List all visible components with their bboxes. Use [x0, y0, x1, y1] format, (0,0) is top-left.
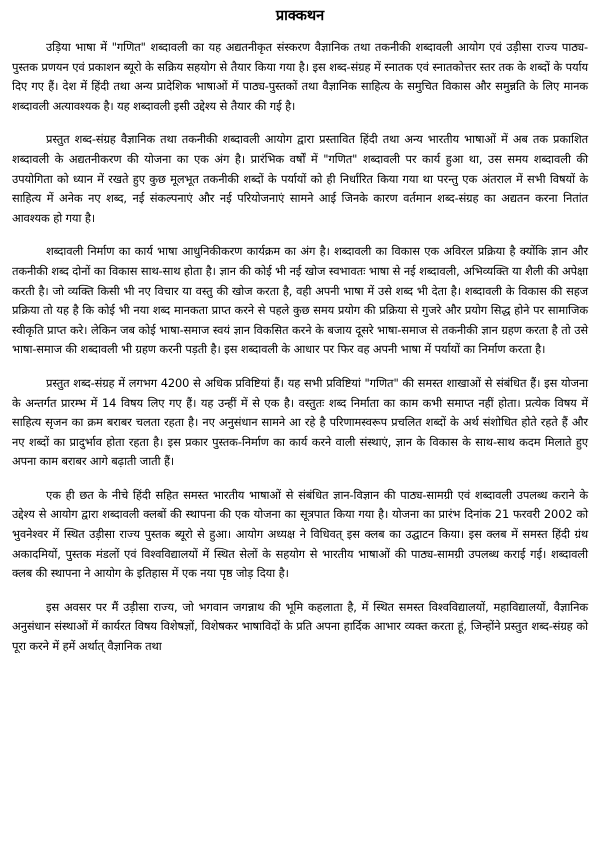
paragraph-6: इस अवसर पर मैं उड़ीसा राज्य, जो भगवान जगन्नाथ की भूमि कहलाता है, में स्थित समस्त विश्वविद्यालयों, महाविद्यालयों, वैज्ञानिक अनुसंधान संस्थाओं में कार्यरत विषय विशेषज्ञों, विशेषकर भाषाविदों के प्रति अपना हार्दिक आभार व्यक्त करता हूं, जिन्होंने प्रस्तुत शब्द-संग्रह को पूरा करने में हमें अर्थात् वैज्ञानिक तथा [12, 599, 588, 654]
paragraph-4: प्रस्तुत शब्द-संग्रह में लगभग 4200 से अधिक प्रविष्टियां हैं। यह सभी प्रविष्टियां "गणित" की समस्त शाखाओं से संबंधित हैं। इस योजना के अन्तर्गत प्रारम्भ में 14 विषय लिए गए हैं। यह उन्हीं में से एक है। वस्तुतः शब्द निर्माता का काम कभी समाप्त नहीं होता। प्रत्येक विषय में साहित्य सृजन का क्रम बराबर चलता रहता है। नए अनुसंधान सामने आ रहे है परिणामस्वरूप प्रचलित शब्दों के अर्थ संशोधित होते रहते हैं और नए शब्दों का प्रादुर्भाव होता रहता है। इस प्रकार पुस्तक-निर्माण का कार्य करने वाली संस्थाएं, ज्ञान के विकास के साथ-साथ कदम मिलाते हुए अपना काम बराबर आगे बढ़ाती जाती हैं। [12, 375, 588, 469]
paragraph-5: एक ही छत के नीचे हिंदी सहित समस्त भारतीय भाषाओं से संबंधित ज्ञान-विज्ञान की पाठ्य-सामग्री एवं शब्दावली उपलब्ध कराने के उद्देश्य से आयोग द्वारा शब्दावली क्लबों की स्थापना की एक योजना का सूत्रपात किया गया है। योजना का प्रारंभ दिनांक 21 फरवरी 2002 को भुवनेश्वर में स्थित उड़ीसा राज्य पुस्तक ब्यूरो से हुआ। आयोग अध्यक्ष ने विधिवत् इस क्लब का उद्घाटन किया। इस क्लब में समस्त हिंदी ग्रंथ अकादमियों, पुस्तक मंडलों एवं विश्वविद्यालयों में स्थित सेलों के सहयोग से भारतीय भाषाओं की पाठ्य-सामग्री उपलब्ध कराई गई। शब्दावली क्लब की स्थापना ने आयोग के इतिहास में एक नया पृष्ठ जोड़ दिया है। [12, 487, 588, 581]
paragraph-2: प्रस्तुत शब्द-संग्रह वैज्ञानिक तथा तकनीकी शब्दावली आयोग द्वारा प्रस्तावित हिंदी तथा अन्य भारतीय भाषाओं में अब तक प्रकाशित शब्दावली के अद्यतनीकरण की योजना का एक अंग है। प्रारंभिक वर्षों में "गणित" शब्दावली पर कार्य हुआ था, उस समय शब्दावली की उपयोगिता को ध्यान में रखते हुए कुछ मूलभूत तकनीकी शब्दों के पर्यायों को ही निर्धारित किया गया था परन्तु एक अंतराल में सभी विषयों के साहित्य में अनेक नए शब्द, नई संकल्पनाएं और नई परियोजनाएं सामने आई जिनके कारण वर्तमान शब्द-संग्रह का अद्यतन करना नितांत आवश्यक हो गया है। [12, 132, 588, 225]
paragraph-3: शब्दावली निर्माण का कार्य भाषा आधुनिकीकरण कार्यक्रम का अंग है। शब्दावली का विकास एक अविरल प्रक्रिया है क्योंकि ज्ञान और तकनीकी शब्द दोनों का विकास साथ-साथ होता है। ज्ञान की कोई भी नई खोज स्वभावतः भाषा से नई शब्दावली, अभिव्यक्ति या शैली की अपेक्षा करती है। जो व्यक्ति किसी भी नए विचार या वस्तु की खोज करता है, वही अपनी भाषा में उसे शब्द भी देता है। शब्दावली के विकास की सहज प्रक्रिया तो यह है कि कोई भी नया शब्द मानकता प्राप्त करने से पहले कुछ समय प्रयोग की प्रक्रिया से गुजरे और प्रयोग सिद्ध होने पर सामाजिक स्वीकृति प्राप्त करे। लेकिन जब कोई भाषा-समाज स्वयं ज्ञान विकसित करने के बजाय दूसरे भाषा-समाज से तकनीकी ज्ञान ग्रहण करता है तो उसे भाषा-समाज की शब्दावली भी ग्रहण करनी पड़ती है। इस शब्दावली के आधार पर फिर वह अपनी भाषा में पर्यायों का निर्माण करता है। [12, 244, 588, 357]
paragraph-1: उड़िया भाषा में "गणित" शब्दावली का यह अद्यतनीकृत संस्करण वैज्ञानिक तथा तकनीकी शब्दावली आयोग एवं उड़ीसा राज्य पाठ्य-पुस्तक प्रणयन एवं प्रकाशन ब्यूरो के सक्रिय सहयोग से तैयार किया गया है। इस शब्द-संग्रह में स्नातक एवं स्नातकोत्तर स्तर तक के शब्दों के पर्याय दिए गए हैं। देश में हिंदी तथा अन्य प्रादेशिक भाषाओं में पाठ्य-पुस्तकों तथा वैज्ञानिक साहित्य के समुचित विकास और समुन्नति के लिए मानक शब्दावली अत्यावश्यक है। यह शब्दावली इसी उद्देश्य से तैयार की गई है। [12, 40, 588, 113]
page-title: प्राक्कथन [275, 8, 325, 24]
